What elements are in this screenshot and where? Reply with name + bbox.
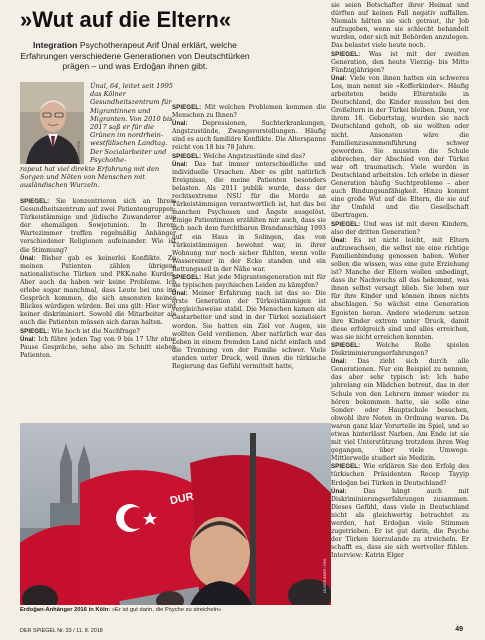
intro-text: Psychotherapeut Arif Ünal erklärt, welche Erfahrungen verschiedene Generationen von Deutschtürken prägen – und was Erdoğan ihnen gibt.: [20, 40, 250, 72]
paragraph: [331, 2, 469, 51]
article-title: »Wut auf die Eltern«: [20, 7, 232, 32]
photo-caption: [20, 607, 332, 614]
paragraph-text: Sie konzentrieren sich an Ihrem Gesundheitszentrum auf zwei Patientengruppen: Türkeistämmige und jüdische Zuwanderer aus der ehemaligen Sowjetunion. In Ihrem Wartezimmer treffen regelmäßig Anhänger verschiedener Religionen aufeinander. Wie ist die Stimmung?: [20, 198, 177, 254]
paragraph-text: Das zieht sich durch alle Generationen. Nur ein Beispiel zu nennen, das aber sehr typisch ist: Ich habe jahrelang ein Mädchen betreut, das in der Schule von den Lehrern immer wieder zu hören bekommen hatte, sie solle eine Sonder- oder Hauptschule besuchen, obwohl ihre Noten in Ordnung waren. Da waren ganz klar Vorurteile im Spiel, und so etwas hinterlässt Narben. Am Ende ist sie mit viel Unterstützung trotzdem ihren Weg gegangen, über viele Umwege. Mittlerweile studiert sie Medizin.: [331, 358, 469, 463]
speaker-label: SPIEGEL:: [20, 327, 50, 335]
article-intro: [20, 40, 250, 72]
paragraph: [20, 336, 176, 360]
paragraph-text: Wie erklären Sie den Erfolg des türkischen Präsidenten Recep Tayyip Erdoğan bei Türken in Deutschland?: [331, 463, 469, 487]
paragraph-text: Ich führe jeden Tag von 9 bis 17 Uhr ohne Pause Gespräche, sehe also im Schnitt sieben Patienten.: [20, 335, 177, 359]
paragraph-text: Das hat immer unterschiedliche und individuelle Ursachen. Aber es gibt natürlich Ereignisse, die meine Patienten besonders belasten. Als 2011 publik wurde, dass der rechtsextreme NSU für die Morde an Türkeistämmigen verantwortlich ist, hat das bei manchen Psychosen und Ängste ausgelöst. Einige Patientinnen erzählten mir auch, dass sie sich nach dem furchtbaren Brandanschlag 1993 auf ein Haus in Solingen, das von Türkeistämmigen bewohnt war, in ihrer Wohnung nur noch sicher fühlten, wenn volle Wassereimer in der Ecke standen und ein Rettungsseil in der Nähe war.: [172, 160, 326, 273]
speaker-label: SPIEGEL:: [331, 341, 361, 349]
paragraph-text: Depressionen, Suchterkrankungen, Angstzustände, Zwangsvorstellungen. Häufig sind es auch familiäre Konflikte. Die Alterspanne reicht von 18 bis 78 Jahre.: [172, 120, 327, 152]
bio-text-part1: Ünal, 64, leitet seit 1995 das Kölner Gesundheitszentrum für Migrantinnen und Migranten. Von 2010 bis 2017 saß er für die Grünen im nordrhein-westfälischen Landtag. Der Sozialarbeiter und Psychothe-: [90, 82, 173, 164]
article-column-3: [331, 2, 469, 560]
speaker-label: SPIEGEL:: [331, 50, 361, 58]
speaker-label: Ünal:: [20, 335, 36, 343]
paragraph: [331, 463, 469, 487]
paragraph: [331, 342, 469, 358]
photo-credit: OLIVER BERG / DPA: [323, 558, 327, 593]
paragraph-text: Welche Rolle spielen Diskriminierungserfahrungen?: [331, 341, 470, 358]
speaker-label: Ünal:: [331, 74, 347, 82]
paragraph: [172, 274, 326, 290]
paragraph-text: Das hängt auch mit Diskriminierungserfahrungen zusammen. Dieses Gefühl, dass viele in Deutschland nicht als gleichwertig betrachtet zu werden, hat Erdoğan viele Stimmen zugetrieben. Er ist gut darin, die Psyche der Türken hierzulande zu streicheln. Er schafft es, dass sie sich wertvoller fühlen. Interview: Katrin Elger: [331, 487, 469, 560]
paragraph: [20, 255, 176, 328]
paragraph-text: Was ist mit der zweiten Generation, den heute Vierzig- bis Mitte Fünfzigjährigen?: [331, 50, 470, 74]
paragraph-text: Es ist nicht leicht, mit Eltern aufzuwachsen, die selbst nie eine richtige Familienbindung genossen haben. Woher sollen die wissen, was eine gute Erziehung ist? Manche der Eltern wollen unbedingt, dass ihr Nachwuchs all das bekommt, was ihnen selbst versagt blieb. Sie leben nur für ihre Kinder und können ihnen nichts abschlagen. So wächst eine Generation Egoisten heran. Andere wiederum setzen ihre Kinder extrem unter Druck, damit diese erfolgreich sind und alles erreichen, was sie nicht erreichen konnten.: [331, 236, 469, 341]
paragraph: [331, 75, 469, 221]
article-column-2: [172, 104, 326, 371]
speaker-label: Ünal:: [331, 487, 347, 495]
paragraph: [20, 328, 176, 336]
paragraph: [20, 198, 176, 255]
paragraph: [172, 290, 326, 371]
speaker-label: SPIEGEL:: [20, 198, 50, 205]
paragraph: [172, 104, 326, 120]
paragraph: [331, 237, 469, 342]
paragraph-text: Hat jede Migrantengeneration mit für sie typischen psychischen Leiden zu kämpfen?: [172, 273, 326, 290]
paragraph: [172, 161, 326, 274]
paragraph: [331, 358, 469, 463]
paragraph: [331, 488, 469, 561]
paragraph: [331, 51, 469, 75]
portrait-illustration: [20, 82, 84, 164]
intro-lead: Integration: [33, 40, 78, 50]
speaker-label: SPIEGEL:: [172, 152, 202, 160]
portrait-credit: CELIA PRÜN: [77, 140, 81, 162]
speaker-label: Ünal:: [331, 358, 347, 366]
speaker-label: SPIEGEL:: [331, 463, 361, 471]
paragraph: [331, 221, 469, 237]
paragraph-text: Und was ist mit deren Kindern, also der dritten Generation?: [331, 220, 469, 236]
paragraph-text: Wie hoch ist die Nachfrage?: [51, 327, 140, 335]
paragraph-text: Mit welchen Problemen kommen die Menschen zu Ihnen?: [172, 104, 326, 120]
paragraph-text: Bisher gab es keinerlei Konflikte. Zu meinen Patienten zählen übrigens nationalistische Türken und PKK-nahe Kurden. Aber auch da haben wir keine Probleme. Ich erlebe sogar manchmal, dass Leute bei uns ins Gespräch kommen, die sich ansonsten keines Blickes würdigen würden. Bei uns gilt: Hier wird keiner diskriminiert. Sowohl die Mitarbeiter als auch die Patienten müssen sich daran halten.: [20, 254, 177, 327]
rally-illustration: [20, 423, 331, 605]
caption-text: »Er ist gut darin, die Psyche zu streicheln«: [111, 607, 222, 613]
speaker-label: Ünal:: [172, 290, 188, 298]
speaker-label: Ünal:: [20, 254, 36, 262]
speaker-label: Ünal:: [172, 120, 188, 128]
paragraph-text: Viele von ihnen hatten ein schweres Los, man nennt sie »Kofferkinder«. Häufig arbeiteten beide Elternteile in Deutschland, die Kinder mussten bei den Großeltern in der Türkei bleiben. Dann, vor ihrem 18. Geburtstag, wurden sie nach Deutschland geholt, ob sie wollten oder nicht. Ansonsten wäre die Familienzusammenführung schwer geworden. Sie mussten die Schule abbrechen, der Abschied von der Türkei war oft traumatisch. Viele wurden in Deutschland arbeitslos. Ich erlebe in dieser Generation häufig Suchtprobleme – aber auch Bindungsunfähigkeit. Hinzu kommt eine große Wut auf die Eltern, die sie auf ihr Umfeld und die Gesellschaft übertragen.: [331, 74, 470, 220]
page-number: 49: [455, 626, 463, 633]
paragraph: [172, 120, 326, 152]
speaker-label: Ünal:: [331, 236, 347, 244]
rally-photo: [20, 423, 331, 605]
speaker-label: SPIEGEL:: [172, 273, 202, 281]
banner-text: DUR: [169, 490, 195, 508]
speaker-label: Ünal:: [172, 160, 188, 168]
bio-text-part2: rapeut hat viel direkte Erfahrung mit den Sorgen und Nöten von Menschen mit ausländischen Wurzeln.: [20, 165, 160, 190]
footer-issue: DER SPIEGEL Nr. 33 / 11. 8. 2018: [20, 628, 103, 634]
speaker-label: SPIEGEL:: [331, 220, 361, 228]
article-column-1: [20, 198, 176, 360]
paragraph-text: Welche Angstzustände sind das?: [203, 152, 306, 160]
portrait-photo: [20, 82, 84, 164]
caption-lead: Erdoğan-Anhänger 2016 in Köln:: [20, 607, 111, 613]
paragraph-text: sie seien Botschafter ihrer Heimat und dürften auf keinen Fall negativ auffallen. Niemals hätten sie sich getraut, ihr Job aufzugeben, wenn sie schlecht behandelt wurden, oder sich mit Behörden anzulegen. Das belastet viele heute noch.: [331, 2, 469, 50]
speaker-label: SPIEGEL:: [172, 104, 202, 111]
paragraph-text: Meiner Erfahrung nach ist das so: Die erste Generation der Türkeistämmigen ist vergleichsweise stabil. Die Menschen kamen als Gastarbeiter und sind in der Türkei sozialisiert worden. Sie hatten ein Ziel vor Augen, sie wollten Geld verdienen. Aber natürlich war das Leben in einem fremden Land nicht einfach und die Trennung von der Familie schwer. Viele standen unter Druck, weil ihnen die türkische Regierung das Gefühl vermittelt hatte,: [172, 290, 326, 370]
paragraph: [172, 153, 326, 161]
